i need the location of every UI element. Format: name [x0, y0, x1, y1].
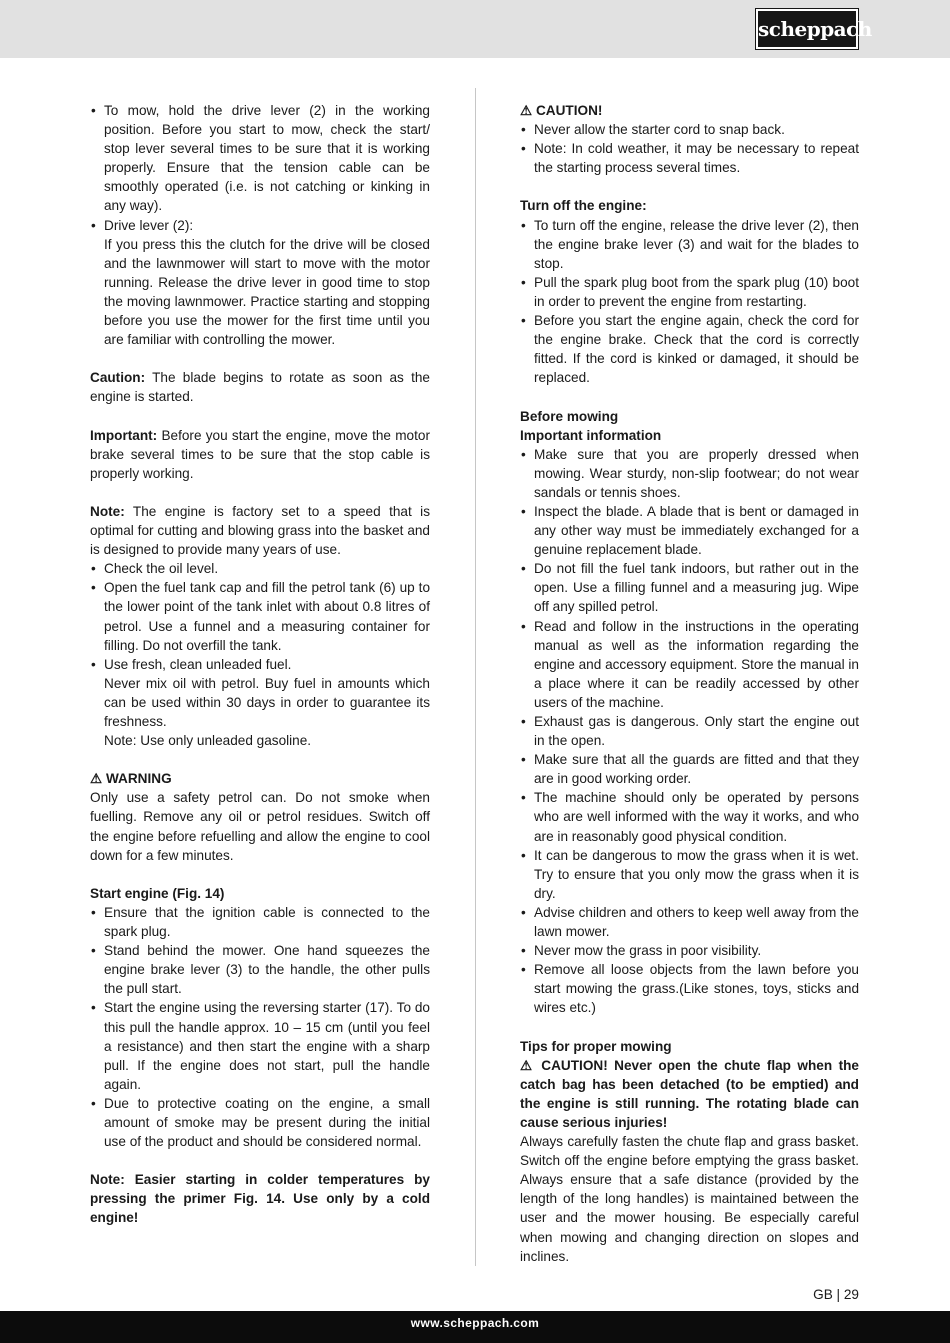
warning-text: Only use a safety petrol can. Do not smoke when fuelling. Remove any oil or petrol residues. Switch off the engine before refuelling and allow the engine to cool down for a few minutes. [90, 790, 430, 863]
list-item: • Never mow the grass in poor visibility. [520, 941, 859, 960]
note-paragraph [90, 502, 430, 559]
list-item: • Stand behind the mower. One hand squeezes the engine brake lever (3) to the handle, the other pulls the pull start. [90, 941, 430, 998]
cold-start-note: Note: Easier starting in colder temperatures by pressing the primer Fig. 14. Use only by a cold engine! [90, 1172, 430, 1226]
list-item: • Do not fill the fuel tank indoors, but rather out in the open. Use a filling funnel and a measuring jug. Wipe off any spilled petrol. [520, 559, 859, 616]
list-item: • Make sure that all the guards are fitted and that they are in good working order. [520, 750, 859, 788]
list-item [90, 216, 430, 350]
list-item: • The machine should only be operated by persons who are well informed with the way it works, and who are in reasonably good physical condition. [520, 788, 859, 845]
drive-lever-text: If you press this the clutch for the drive will be closed and the lawnmower will start to move with the motor running. Release the drive lever in good time to stop the moving lawnmower. Practice starting and stopping before you use the mower for the first time until you are familiar with controlling the mower. [104, 236, 430, 348]
caution-list [520, 120, 859, 177]
list-item [90, 655, 430, 750]
page-number: GB | 29 [813, 1287, 859, 1302]
list-item-label: Drive lever (2): [104, 217, 194, 233]
list-item: • To turn off the engine, release the drive lever (2), then the engine brake lever (3) and wait for the blades to stop. [520, 216, 859, 273]
column-divider [475, 88, 476, 1266]
important-label: Important: [90, 427, 158, 443]
start-engine-heading: Start engine (Fig. 14) [90, 885, 225, 901]
right-column [520, 101, 859, 1266]
tips-caution: ⚠ CAUTION! Never open the chute flap when the catch bag has been detached (to be emptied) and the engine is still running. The rotating blade can cause serious injuries! [520, 1057, 859, 1130]
note-list [90, 559, 430, 750]
start-engine-list [90, 903, 430, 1151]
list-item: • Read and follow in the instructions in the operating manual as well as the information regarding the engine and accessory equipment. Store the manual in a place where it can be readily accessed by other users of the machine. [520, 617, 859, 712]
caution-paragraph [90, 368, 430, 406]
list-item: • Note: In cold weather, it may be necessary to repeat the starting process several times. [520, 139, 859, 177]
list-item: • Ensure that the ignition cable is connected to the spark plug. [90, 903, 430, 941]
fuel-subnote: Note: Use only unleaded gasoline. [104, 733, 312, 749]
list-item: • Before you start the engine again, check the cord for the engine brake. Check that the cord is correctly fitted. If the cord is kinked or damaged, it should be replaced. [520, 311, 859, 387]
list-item: • Remove all loose objects from the lawn before you start mowing the grass.(Like stones, toys, sticks and wires etc.) [520, 960, 859, 1017]
list-item: • Inspect the blade. A blade that is bent or damaged in any other way must be immediately exchanged for a genuine replacement blade. [520, 502, 859, 559]
before-mowing-list [520, 445, 859, 1018]
list-item: • Make sure that you are properly dressed when mowing. Wear sturdy, non-slip footwear; do not wear sandals or tennis shoes. [520, 445, 859, 502]
scheppach-logo: scheppach [756, 9, 858, 49]
list-item: • Open the fuel tank cap and fill the petrol tank (6) up to the lower point of the tank inlet with about 0.8 litres of petrol. Use a funnel and a measuring container for filling. Do not overfill the tank. [90, 578, 430, 654]
turn-off-heading: Turn off the engine: [520, 198, 647, 214]
list-item: • Never allow the starter cord to snap back. [520, 120, 859, 139]
list-item: • Check the oil level. [90, 559, 430, 578]
important-paragraph [90, 426, 430, 483]
tips-text: Always carefully fasten the chute flap and grass basket. Switch off the engine before emptying the grass basket. Always ensure that a safe distance (provided by the length of the long handles) is maintained between the user and the mower housing. Be especially careful when mowing and changing direction on slopes and inclines. [520, 1134, 859, 1264]
list-item: • Exhaust gas is dangerous. Only start the engine out in the open. [520, 712, 859, 750]
warning-heading: ⚠ WARNING [90, 771, 172, 787]
list-item: • Advise children and others to keep well away from the lawn mower. [520, 903, 859, 941]
intro-list [90, 101, 430, 349]
left-column [90, 101, 430, 1228]
list-item: • It can be dangerous to mow the grass when it is wet. Try to ensure that you only mow the grass when it is dry. [520, 846, 859, 903]
caution-text: The blade begins to rotate as soon as the engine is started. [90, 370, 430, 405]
list-item: • Pull the spark plug boot from the spark plug (10) boot in order to prevent the engine from restarting. [520, 273, 859, 311]
caution-heading: ⚠ CAUTION! [520, 103, 603, 118]
list-item: • Start the engine using the reversing starter (17). To do this pull the handle approx. 10 – 15 cm (until you feel a resistance) and then start the engine with a sharp pull. If the engine does not start, pull the handle again. [90, 998, 430, 1093]
turn-off-list [520, 216, 859, 388]
note-label: Note: [90, 503, 125, 519]
list-item: • To mow, hold the drive lever (2) in the working position. Before you start to mow, check the start/ stop lever several times to be sure that it is working properly. Ensure that the tension cable can be smoothly operated (i.e. is not catching or kinking in any way). [90, 101, 430, 216]
list-item-label: Use fresh, clean unleaded fuel. [104, 656, 292, 672]
note-text: The engine is factory set to a speed that is optimal for cutting and blowing grass into the basket and is designed to provide many years of use. [90, 503, 430, 558]
footer-bar [0, 1311, 950, 1343]
before-mowing-heading: Before mowing [520, 408, 619, 424]
header-bar [0, 0, 950, 58]
list-item: • Due to protective coating on the engine, a small amount of smoke may be present during the initial use of the product and should be considered normal. [90, 1094, 430, 1151]
website-url: www.scheppach.com [410, 1316, 540, 1330]
important-info-heading: Important information [520, 427, 662, 443]
tips-heading: Tips for proper mowing [520, 1038, 672, 1054]
caution-label: Caution: [90, 370, 146, 386]
important-text: Before you start the engine, move the motor brake several times to be sure that the stop cable is properly working. [90, 427, 430, 481]
fuel-subtext: Never mix oil with petrol. Buy fuel in amounts which can be used within 30 days in order to guarantee its freshness. [104, 675, 430, 729]
